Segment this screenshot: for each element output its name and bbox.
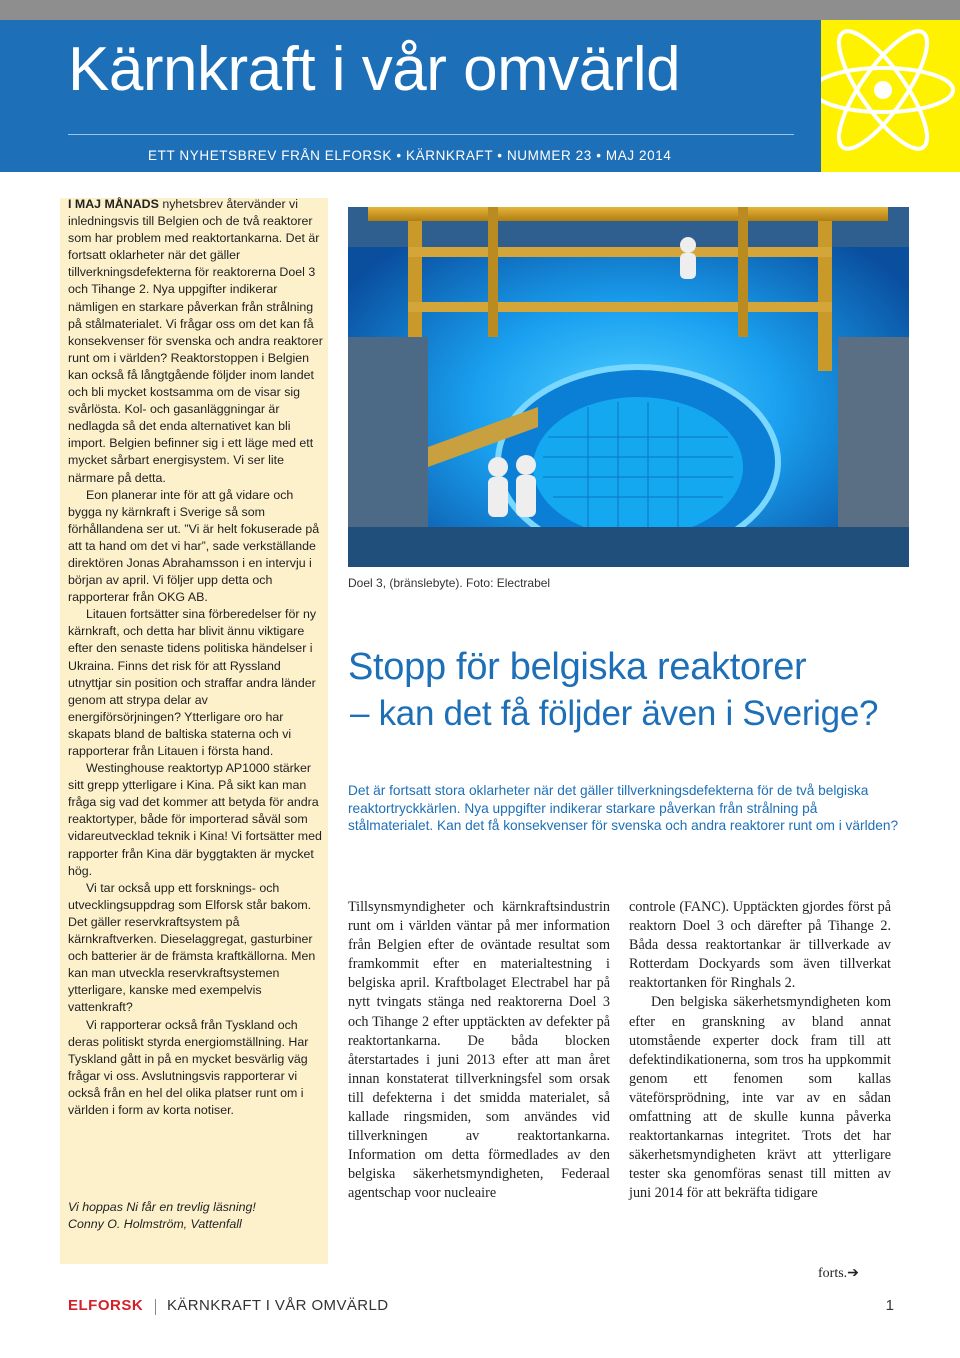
reactor-hall-illustration bbox=[348, 207, 909, 567]
article-paragraph: controle (FANC). Upptäckten gjordes först på reaktorn Doel 3 och därefter på Tihange 2. Båda dessa reaktortankar är tillverkade av Rotterdam Dockyards som även tillverkat reaktortanken för Ringhals 2. bbox=[629, 899, 891, 992]
page-footer bbox=[68, 1297, 894, 1319]
article-paragraph: Tillsynsmyndigheter och kärnkraftsindustrin runt om i världen väntar på mer information från Belgien efter de oväntade resultat som framkommit efter en materialtestning i belgiska april. Kraftbolaget Electrabel har på nytt tvingats stänga ned reaktorerna Doel 3 och Tihange 2 efter upptäckten av defekter på reaktortankarna. De båda blocken återstartades i juni 2013 efter att man året innan konstaterat tillverkningsfel som orsak till defekterna i det smidda materialet, så kallade ringsmiden, som användes vid tillverkningen av reaktortankarna. Information om detta förmedlades av den belgiska säkerhetsmyndigheten, Federaal agentschap voor nucleaire bbox=[348, 899, 610, 1202]
article-lead: Det är fortsatt stora oklarheter när det gäller tillverkningsdefekterna för de två belgiska reaktortryckkärlen. Nya uppgifter indikerar starkare påverkan från strålning på stålmaterialet. Kan det få konsekvenser för svenska och andra reaktorer runt om i världen? bbox=[348, 783, 899, 833]
elforsk-logo: ELFORSK bbox=[68, 1297, 144, 1314]
top-bar bbox=[0, 0, 960, 20]
atom-logo bbox=[821, 20, 960, 172]
signature-line: Conny O. Holmström, Vattenfall bbox=[68, 1217, 242, 1231]
editorial-paragraph: Eon planerar inte för att gå vidare och bygga ny kärnkraft i Sverige så som förhållandena ser ut. ”Vi är helt fokuserade på att ta hand om det vi har”, sade verkställande direktören Jonas Abrahamsson i en intervju i början av april. Vi följer upp detta och rapporterar från OKG AB. bbox=[68, 487, 320, 605]
editorial-paragraph: nyhetsbrev återvänder vi inledningsvis till Belgien och de två reaktorer som har problem med reaktortankarna. Det är fortsatt oklarheter när det gäller tillverkningsdefekterna för reaktorerna Doel 3 och Tihange 2. Nya uppgifter indikerar nämligen en starkare påverkan från strålning på stålmaterialet. Vi frågar oss om det kan få konsekvenser för svenska och andra reaktorer runt om i världen? Reaktorstoppen i Belgien kan också få långtgående följder inom landet och bli mycket kostsamma om de visar sig svårlösta. Kol- och gasanläggningar är nedlagda så det enda alternativet kan bli import. Belgien befinner sig i ett läge med ett mycket sårbart energisystem. Vi ser lite närmare på detta. bbox=[68, 197, 323, 485]
editorial-signature bbox=[68, 1199, 324, 1233]
editorial-text bbox=[68, 196, 324, 1119]
page-number: 1 bbox=[885, 1297, 894, 1314]
masthead bbox=[0, 20, 821, 172]
article-subheadline: – kan det få följder även i Sverige? bbox=[350, 694, 879, 733]
footer-title: KÄRNKRAFT I VÅR OMVÄRLD bbox=[167, 1297, 389, 1314]
editorial-lead-caps: I MAJ MÅNADS bbox=[68, 197, 159, 211]
masthead-divider bbox=[68, 134, 794, 135]
signoff-line: Vi hoppas Ni får en trevlig läsning! bbox=[68, 1200, 256, 1214]
editorial-paragraph: Westinghouse reaktortyp AP1000 stärker sitt grepp ytterligare i Kina. På sikt kan man fråga sig vad det kommer att betyda för andra reaktortyper, både för importerad såväl som vidareutvecklad teknik i Kina! Vi fortsätter med rapporter från Kina där byggtakten är mycket hög. bbox=[68, 761, 322, 878]
newsletter-title: Kärnkraft i vår omvärld bbox=[68, 35, 681, 104]
reactor-photo bbox=[348, 207, 909, 567]
atom-icon bbox=[821, 20, 960, 172]
article-headline: Stopp för belgiska reaktorer bbox=[348, 646, 807, 688]
article-paragraph: Den belgiska säkerhetsmyndigheten kom efter en granskning av bland annat utomstående experter dock fram till att defektindikationerna, som tros ha uppkommit genom ett fenomen som kallas väteförsprödning, inte var av en sådan omfattning att de skulle kunna påverka reaktortankarnas integritet. Trots det har säkerhetsmyndigheten krävt att ytterligare tester ska genomföras senast till mitten av juni 2014 för att bekräfta tidigare bbox=[629, 994, 891, 1202]
article-column-1 bbox=[348, 898, 610, 1204]
footer-divider bbox=[155, 1299, 156, 1315]
newsletter-subtitle: ETT NYHETSBREV FRÅN ELFORSK • KÄRNKRAFT • NUMMER 23 • MAJ 2014 bbox=[148, 148, 672, 163]
editorial-paragraph: Litauen fortsätter sina förberedelser för ny kärnkraft, och detta har blivit ännu viktigare efter den senaste tidens politiska händelser i Ukraina. Finns det risk för att Ryssland utnyttjar sin position och straffar andra länder genom att strypa delar av energiförsörjningen? Ytterligare oro har skapats bland de baltiska staterna och vi rapporterar från Litauen i första hand. bbox=[68, 607, 317, 758]
article-column-2 bbox=[629, 898, 891, 1204]
editorial-paragraph: Vi tar också upp ett forsknings- och utvecklingsuppdrag som Elforsk står bakom. Det gäller reservkraftsystem på kärnkraftverken. Dieselaggregat, gasturbiner och batterier är de främsta kraftkällorna. Men kan man utveckla reservkraftsystemen ytterligare, kanske med exempelvis vattenkraft? bbox=[68, 880, 316, 1015]
photo-caption: Doel 3, (bränslebyte). Foto: Electrabel bbox=[348, 576, 551, 590]
continued-link[interactable]: forts.➔ bbox=[818, 1266, 859, 1281]
editorial-paragraph: Vi rapporterar också från Tyskland och deras politiskt styrda energiomställning. Har Tyskland gått in på en mycket besvärlig väg frågar vi oss. Avslutningsvis rapporterar vi också från en hel del olika platser runt om i världen i form av korta notiser. bbox=[68, 1017, 309, 1117]
